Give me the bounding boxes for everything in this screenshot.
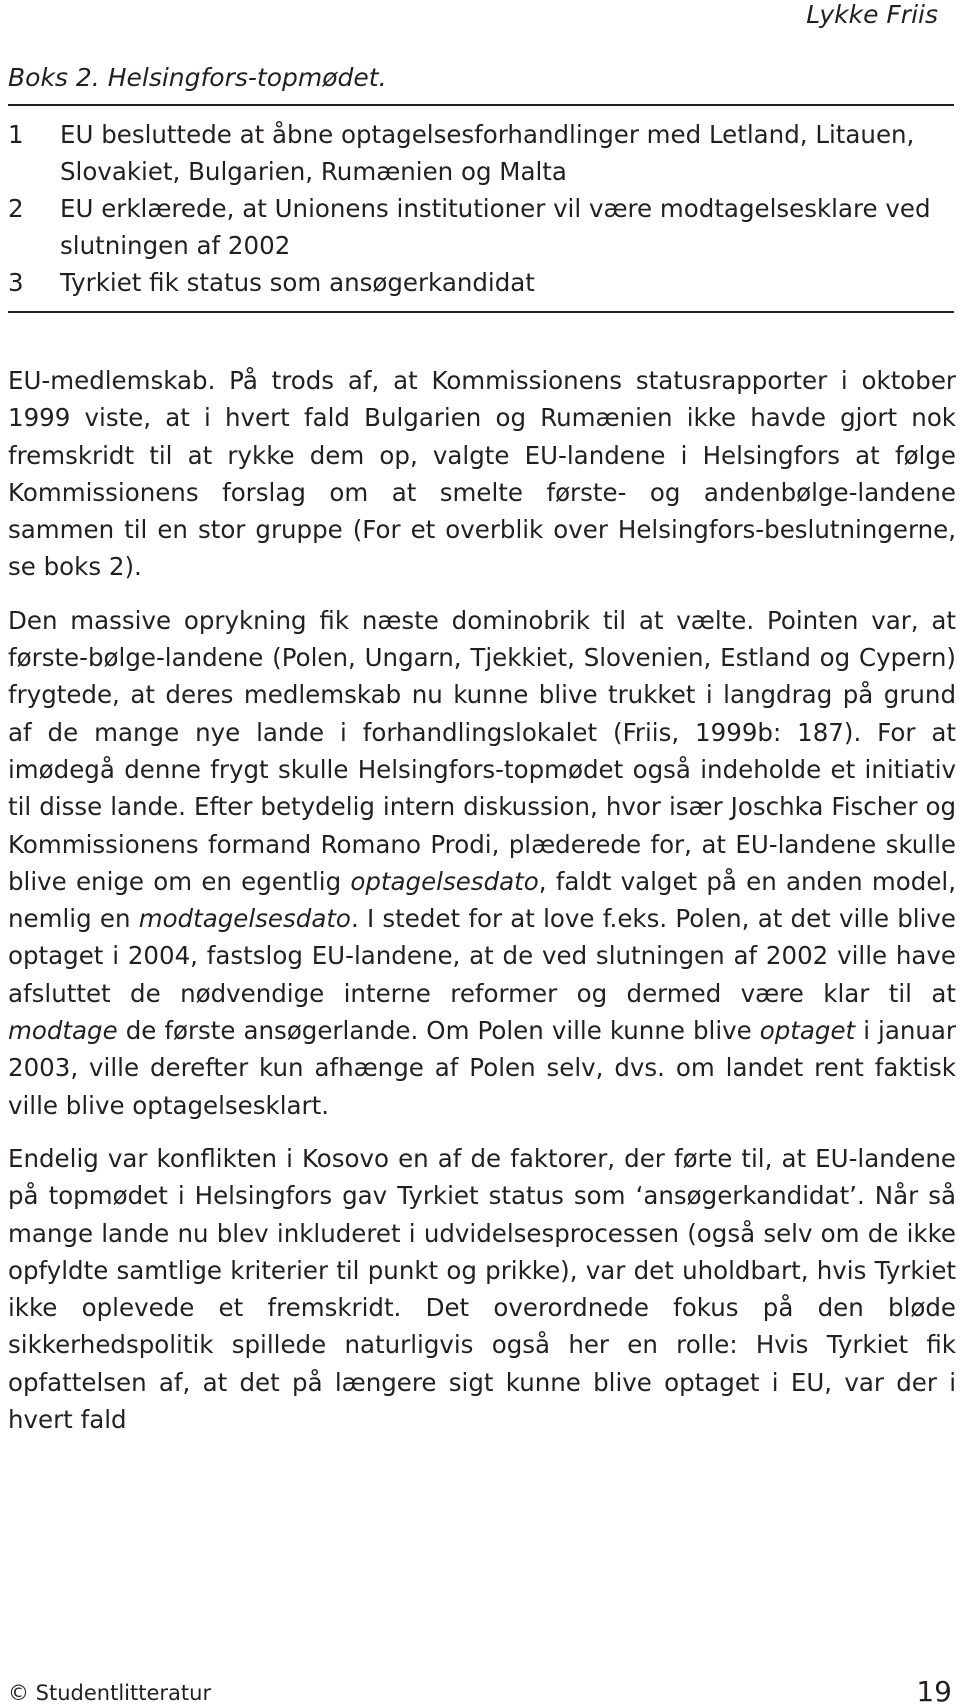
box-item-number: 3 xyxy=(8,268,24,297)
box-item-number: 2 xyxy=(8,194,24,223)
emphasis-modtagelsesdato: modtagelsesdato xyxy=(138,904,351,934)
paragraph-2-text: i januar 2003, ville derefter kun afhænge af Polen selv, dvs. om landet rent faktisk ville blive optagelsesklart. xyxy=(8,1016,956,1120)
paragraph-2-text: , faldt valget på en anden model, nemlig en xyxy=(8,866,956,934)
box-bottom-rule xyxy=(8,311,954,313)
page-number: 19 xyxy=(916,1675,952,1708)
box-list-item xyxy=(8,264,954,301)
box-item-text: Tyrkiet fik status som ansøgerkandidat xyxy=(60,268,535,297)
body-text xyxy=(8,362,956,1438)
info-box xyxy=(8,62,954,313)
emphasis-optaget: optaget xyxy=(759,1016,856,1046)
box-item-number: 1 xyxy=(8,120,24,149)
box-title: Boks 2. Helsingfors-topmødet. xyxy=(8,63,387,92)
paragraph-2 xyxy=(8,602,956,1124)
emphasis-optagelsesdato: optagelsesdato xyxy=(350,866,539,896)
box-list-item xyxy=(8,116,954,190)
emphasis-modtage: modtage xyxy=(8,1016,118,1046)
running-head-author: Lykke Friis xyxy=(806,0,938,29)
box-list-item xyxy=(8,190,954,264)
box-list xyxy=(8,106,954,311)
paragraph-1: EU-medlemskab. På trods af, at Kommissionens statusrapporter i oktober 1999 viste, at i hvert fald Bulgarien og Rumænien ikke havde gjort nok fremskridt til at rykke dem op, valgte EU-landene i Helsingfors at følge Kommissionens forslag om at smelte første- og andenbølge-landene sammen til en stor gruppe (For et overblik over Helsingfors-beslutningerne, se boks 2). xyxy=(8,366,956,582)
box-item-text: EU erklærede, at Unionens institutioner vil være modtagelsesklare ved slutningen af 2002 xyxy=(60,194,931,260)
paragraph-3: Endelig var konflikten i Kosovo en af de faktorer, der førte til, at EU-landene på topmødet i Helsingfors gav Tyrkiet status som ‘ansøgerkandidat’. Når så mange lande nu blev inkluderet i udvidelsesprocessen (også selv om de ikke opfyldte samtlige kriterier til punkt og prikke), var det uholdbart, hvis Tyrkiet ikke oplevede et fremskridt. Det overordnede fokus på den bløde sikkerhedspolitik spillede naturligvis også her en rolle: Hvis Tyrkiet fik opfattelsen af, at det på længere sigt kunne blive optaget i EU, var der i hvert fald xyxy=(8,1143,956,1435)
paragraph-2-text: . I stedet for at love f.eks. Polen, at det ville blive optaget i 2004, fastslog EU-landene, at de ved slutningen af 2002 ville have afsluttet de nødvendige interne reformer og dermed være klar til at xyxy=(8,904,956,1008)
paragraph-2-text: de første ansøgerlande. Om Polen ville kunne blive xyxy=(117,1016,760,1046)
page-footer xyxy=(0,1670,960,1708)
box-item-text: EU besluttede at åbne optagelsesforhandlinger med Letland, Litauen, Slovakiet, Bulgarien, Rumænien og Malta xyxy=(60,120,915,186)
publisher-credit: © Studentlitteratur xyxy=(8,1681,212,1705)
paragraph-2-text: Den massive oprykning fik næste dominobrik til at vælte. Pointen var, at første-bølge-landene (Polen, Ungarn, Tjekkiet, Slovenien, Estland og Cypern) frygtede, at deres medlemskab nu kunne blive trukket i langdrag på grund af de mange nye lande i forhandlingslokalet (Friis, 1999b: 187). For at imødegå denne frygt skulle Helsingfors-topmødet også indeholde et initiativ til disse lande. Efter betydelig intern diskussion, hvor især Joschka Fischer og Kommissionens formand Romano Prodi, plæderede for, at EU-landene skulle blive enige om en egentlig xyxy=(8,605,956,896)
